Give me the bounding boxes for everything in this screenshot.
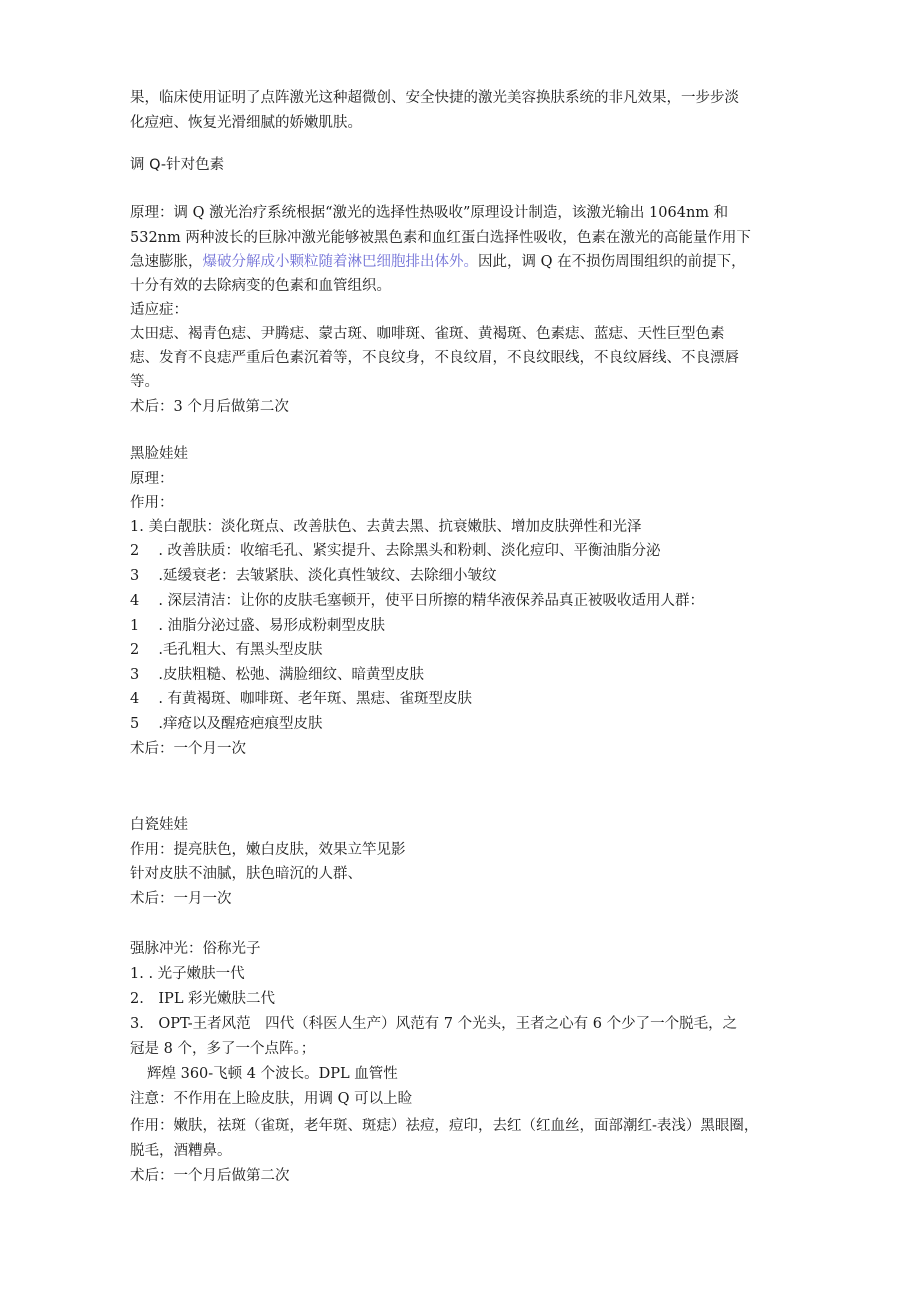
q-indications-line-2: 痣、发育不良痣严重后色素沉着等，不良纹身，不良纹眉，不良纹眼线，不良纹唇线、不良漂唇 <box>130 350 739 366</box>
q-principle-line-4: 十分有效的去除病变的色素和血管组织。 <box>130 278 391 294</box>
q-indications-label: 适应症： <box>130 302 188 318</box>
white-doll-effect: 作用：提亮肤色，嫩白皮肤，效果立竿见影 <box>130 842 406 858</box>
intro-line-1: 果，临床使用证明了点阵激光这种超微创、安全快捷的激光美容换肤系统的非凡效果，一步步淡 <box>130 90 739 106</box>
black-doll-group-3: 3 .皮肤粗糙、松弛、满脸细纹、暗黄型皮肤 <box>130 667 424 683</box>
q-switch-heading: 调 Q-针对色素 <box>130 157 225 173</box>
black-doll-effect-3: 3 .延缓衰老：去皱紧肤、淡化真性皱纹、去除细小皱纹 <box>130 568 497 584</box>
black-doll-heading: 黑脸娃娃 <box>130 446 188 462</box>
ipl-gen-4: 辉煌 360-飞顿 4 个波长。DPL 血管性 <box>147 1066 398 1082</box>
q-indications-line-1: 太田痣、褐青色痣、尹腾痣、蒙古斑、咖啡斑、雀斑、黄褐斑、色素痣、蓝痣、天性巨型色素 <box>130 326 725 342</box>
ipl-gen-3-line-2: 冠是 8 个，多了一个点阵。； <box>130 1041 316 1057</box>
white-doll-heading: 白瓷娃娃 <box>130 817 188 833</box>
black-doll-effect-4: 4 . 深层清洁：让你的皮肤毛塞顿开，使平日所擦的精华液保养品真正被吸收适用人群： <box>130 593 705 609</box>
intro-line-2: 化痘疤、恢复光滑细腻的娇嫩肌肤。 <box>130 115 362 131</box>
black-doll-after-treatment: 术后：一个月一次 <box>130 741 246 757</box>
q-principle-highlight-link[interactable]: 爆破分解成小颗粒随着淋巴细胞排出体外。 <box>202 254 478 270</box>
ipl-gen-2: 2. IPL 彩光嫩肤二代 <box>130 991 276 1007</box>
q-indications-line-3: 等。 <box>130 374 159 390</box>
black-doll-effect-label: 作用： <box>130 495 174 511</box>
black-doll-group-4: 4 . 有黄褐斑、咖啡斑、老年斑、黑痣、雀斑型皮肤 <box>130 691 473 707</box>
ipl-after-treatment: 术后：一个月后做第二次 <box>130 1168 290 1184</box>
ipl-effect-line-1: 作用：嫩肤，祛斑（雀斑，老年斑、斑痣）祛痘，痘印，去红（红血丝，面部潮红-表浅）黑眼圈， <box>130 1118 759 1134</box>
q-principle-text-a: 急速膨胀， <box>130 254 203 270</box>
q-principle-line-2: 532nm 两种波长的巨脉冲激光能够被黑色素和血红蛋白选择性吸收，色素在激光的高能量作用下 <box>130 230 751 246</box>
ipl-gen-3-line-1: 3. OPT-王者风范 四代（科医人生产）风范有 7 个光头，王者之心有 6 个少了一个脱毛，之 <box>130 1016 738 1032</box>
black-doll-effect-2: 2 . 改善肤质：收缩毛孔、紧实提升、去除黑头和粉刺、淡化痘印、平衡油脂分泌 <box>130 543 661 559</box>
black-doll-principle: 原理： <box>130 471 174 487</box>
ipl-heading: 强脉冲光：俗称光子 <box>130 941 261 957</box>
ipl-gen-1: 1. . 光子嫩肤一代 <box>130 966 245 982</box>
ipl-note: 注意：不作用在上睑皮肤，用调 Q 可以上睑 <box>130 1091 413 1107</box>
black-doll-group-5: 5 .痒疮以及醒疮疤痕型皮肤 <box>130 716 323 732</box>
q-principle-line-1: 原理：调 Q 激光治疗系统根据“激光的选择性热吸收”原理设计制造，该激光输出 1064nm 和 <box>130 205 729 221</box>
white-doll-after-treatment: 术后：一月一次 <box>130 891 232 907</box>
q-principle-text-c: 因此，调 Q 在不损伤周围组织的前提下， <box>478 254 746 270</box>
black-doll-effect-1: 1. 美白靓肤：淡化斑点、改善肤色、去黄去黑、抗衰嫩肤、增加皮肤弹性和光泽 <box>130 519 642 535</box>
q-principle-line-3 <box>130 252 746 272</box>
black-doll-group-1: 1 . 油脂分泌过盛、易形成粉刺型皮肤 <box>130 618 386 634</box>
white-doll-target: 针对皮肤不油腻，肤色暗沉的人群、 <box>130 866 362 882</box>
q-after-treatment: 术后：3 个月后做第二次 <box>130 399 289 415</box>
ipl-effect-line-2: 脱毛，酒糟鼻。 <box>130 1143 232 1159</box>
black-doll-group-2: 2 .毛孔粗大、有黑头型皮肤 <box>130 642 323 658</box>
